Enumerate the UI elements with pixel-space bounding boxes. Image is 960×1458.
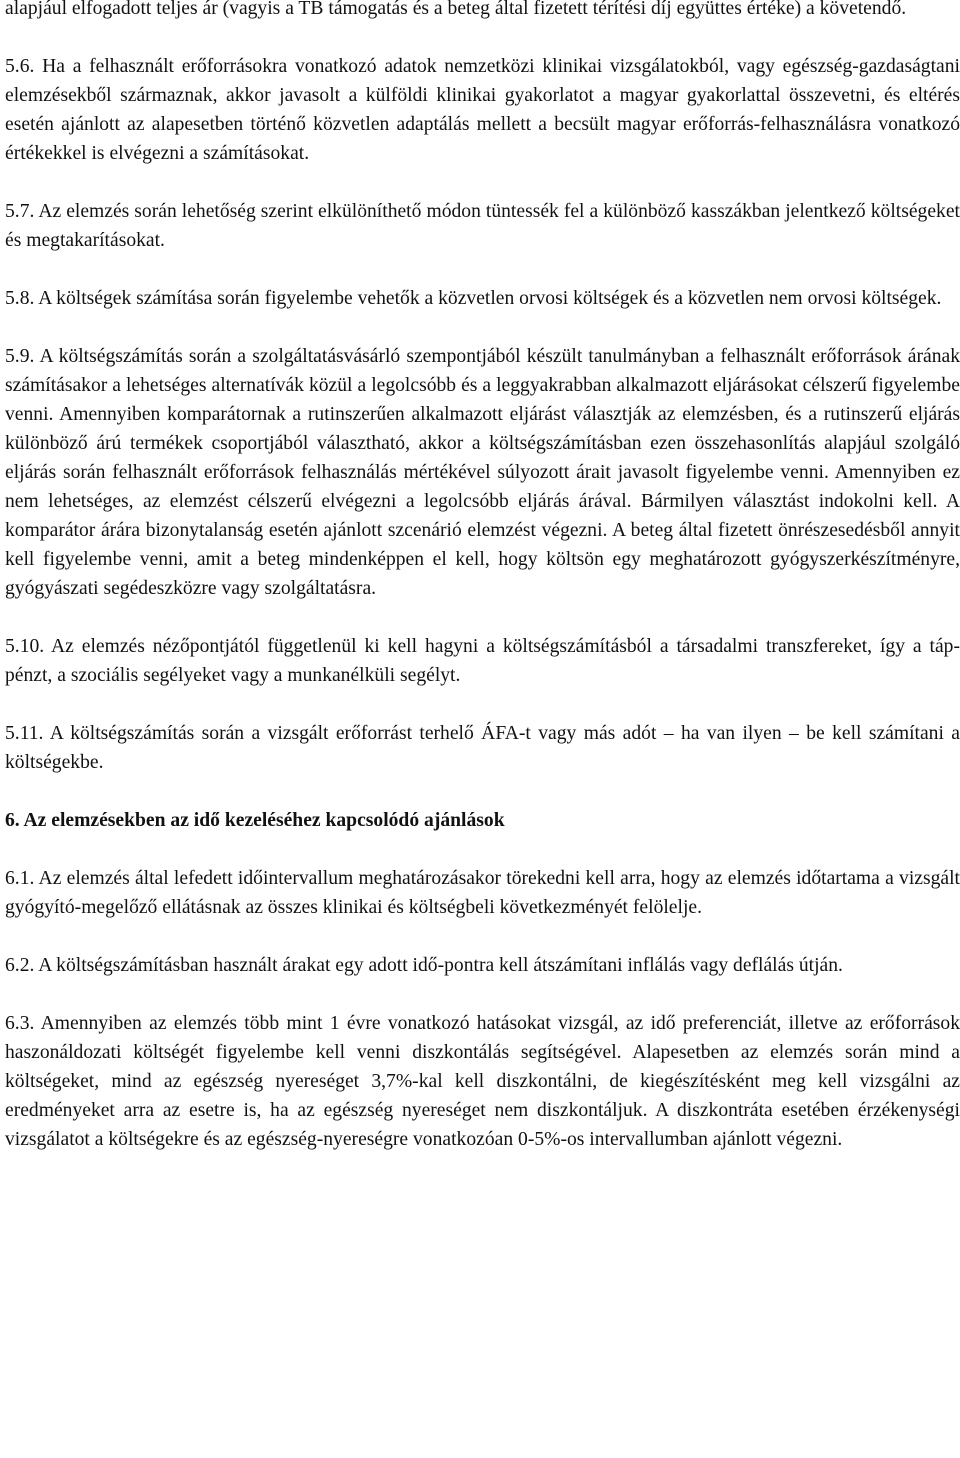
document-page	[5, 0, 960, 1154]
paragraph-5-8: 5.8. A költségek számítása során figyelembe vehetők a közvetlen orvosi költségek és a közvetlen nem orvosi költségek.	[5, 288, 942, 309]
paragraph-6-3: 6.3. Amennyiben az elemzés több mint 1 évre vonatkozó hatásokat vizsgál, az idő preferenciát, illetve az erőforrások haszonáldozati költségét figyelembe kell venni diszkontálás segítségével. Alapesetben az elemzés során mind a költségeket, mind az egészség nyereséget 3,7%-kal kell diszkontálni, de kiegészítésként meg kell vizsgálni az eredményeket arra az esetre is, ha az egészség nyereséget nem diszkontáljuk. A diszkontráta esetében érzékenységi vizsgálatot a költségekre és az egészség-nyereségre vonatkozóan 0-5%-os intervallumban ajánlott végezni.	[5, 1013, 960, 1150]
paragraph-5-9: 5.9. A költségszámítás során a szolgáltatásvásárló szempontjából készült tanulmányban a felhasznált erőforrások árának számításakor a lehetséges alternatívák közül a legolcsóbb és a leggyakrabban alkalmazott eljárásokat célszerű figyelembe venni. Amennyiben komparátornak a rutinszerűen alkalmazott eljárást választják az elemzésben, és a rutinszerű eljárás különböző árú termékek csoportjából választható, akkor a költségszámításban ezen összehasonlítás alapjául szolgáló eljárás során felhasznált erőforrások felhasználás mértékével súlyozott árait javasolt figyelembe venni. Amennyiben ez nem lehetséges, az elemzést célszerű elvégezni a legolcsóbb eljárás árával. Bármilyen választást indokolni kell. A komparátor árára bizonytalanság esetén ajánlott szcenárió elemzést végezni. A beteg által fizetett önrészesedésből annyit kell figyelembe venni, amit a beteg mindenképpen el kell, hogy költsön egy meghatározott gyógyszerkészítményre, gyógyászati segédeszközre vagy szolgáltatásra.	[5, 346, 960, 599]
paragraph-6-1: 6.1. Az elemzés által lefedett időintervallum meghatározásakor törekedni kell arra, hogy az elemzés időtartama a vizsgált gyógyító-megelőző ellátásnak az összes klinikai és költségbeli következményét felölelje.	[5, 868, 960, 918]
paragraph-5-10: 5.10. Az elemzés nézőpontjától függetlenül ki kell hagyni a költségszámításból a társadalmi transzfereket, így a táp-pénzt, a szociális segélyeket vagy a munkanélküli segélyt.	[5, 636, 960, 686]
paragraph-5-11: 5.11. A költségszámítás során a vizsgált erőforrást terhelő ÁFA-t vagy más adót – ha van ilyen – be kell számítani a költségekbe.	[5, 723, 960, 773]
paragraph-6-2: 6.2. A költségszámításban használt árakat egy adott idő-pontra kell átszámítani inflálás vagy deflálás útján.	[5, 955, 843, 976]
section-heading-6: 6. Az elemzésekben az idő kezeléséhez kapcsolódó ajánlások	[5, 810, 505, 831]
paragraph-5-6: 5.6. Ha a felhasznált erőforrásokra vonatkozó adatok nemzetközi klinikai vizsgálatokból, vagy egészség-gazdaságtani elemzésekből származnak, akkor javasolt a külföldi klinikai gyakorlatot a magyar gyakorlattal összevetni, és eltérés esetén ajánlott az alapesetben történő közvetlen adaptálás mellett a becsült magyar erőforrás-felhasználásra vonatkozó értékekkel is elvégezni a számításokat.	[5, 56, 960, 164]
paragraph-5-7: 5.7. Az elemzés során lehetőség szerint elkülöníthető módon tüntessék fel a különböző kasszákban jelentkező költségeket és megtakarításokat.	[5, 201, 960, 251]
paragraph-5-5-continuation: alapjául elfogadott teljes ár (vagyis a TB támogatás és a beteg által fizetett térítési díj együttes értéke) a követendő.	[5, 0, 907, 19]
